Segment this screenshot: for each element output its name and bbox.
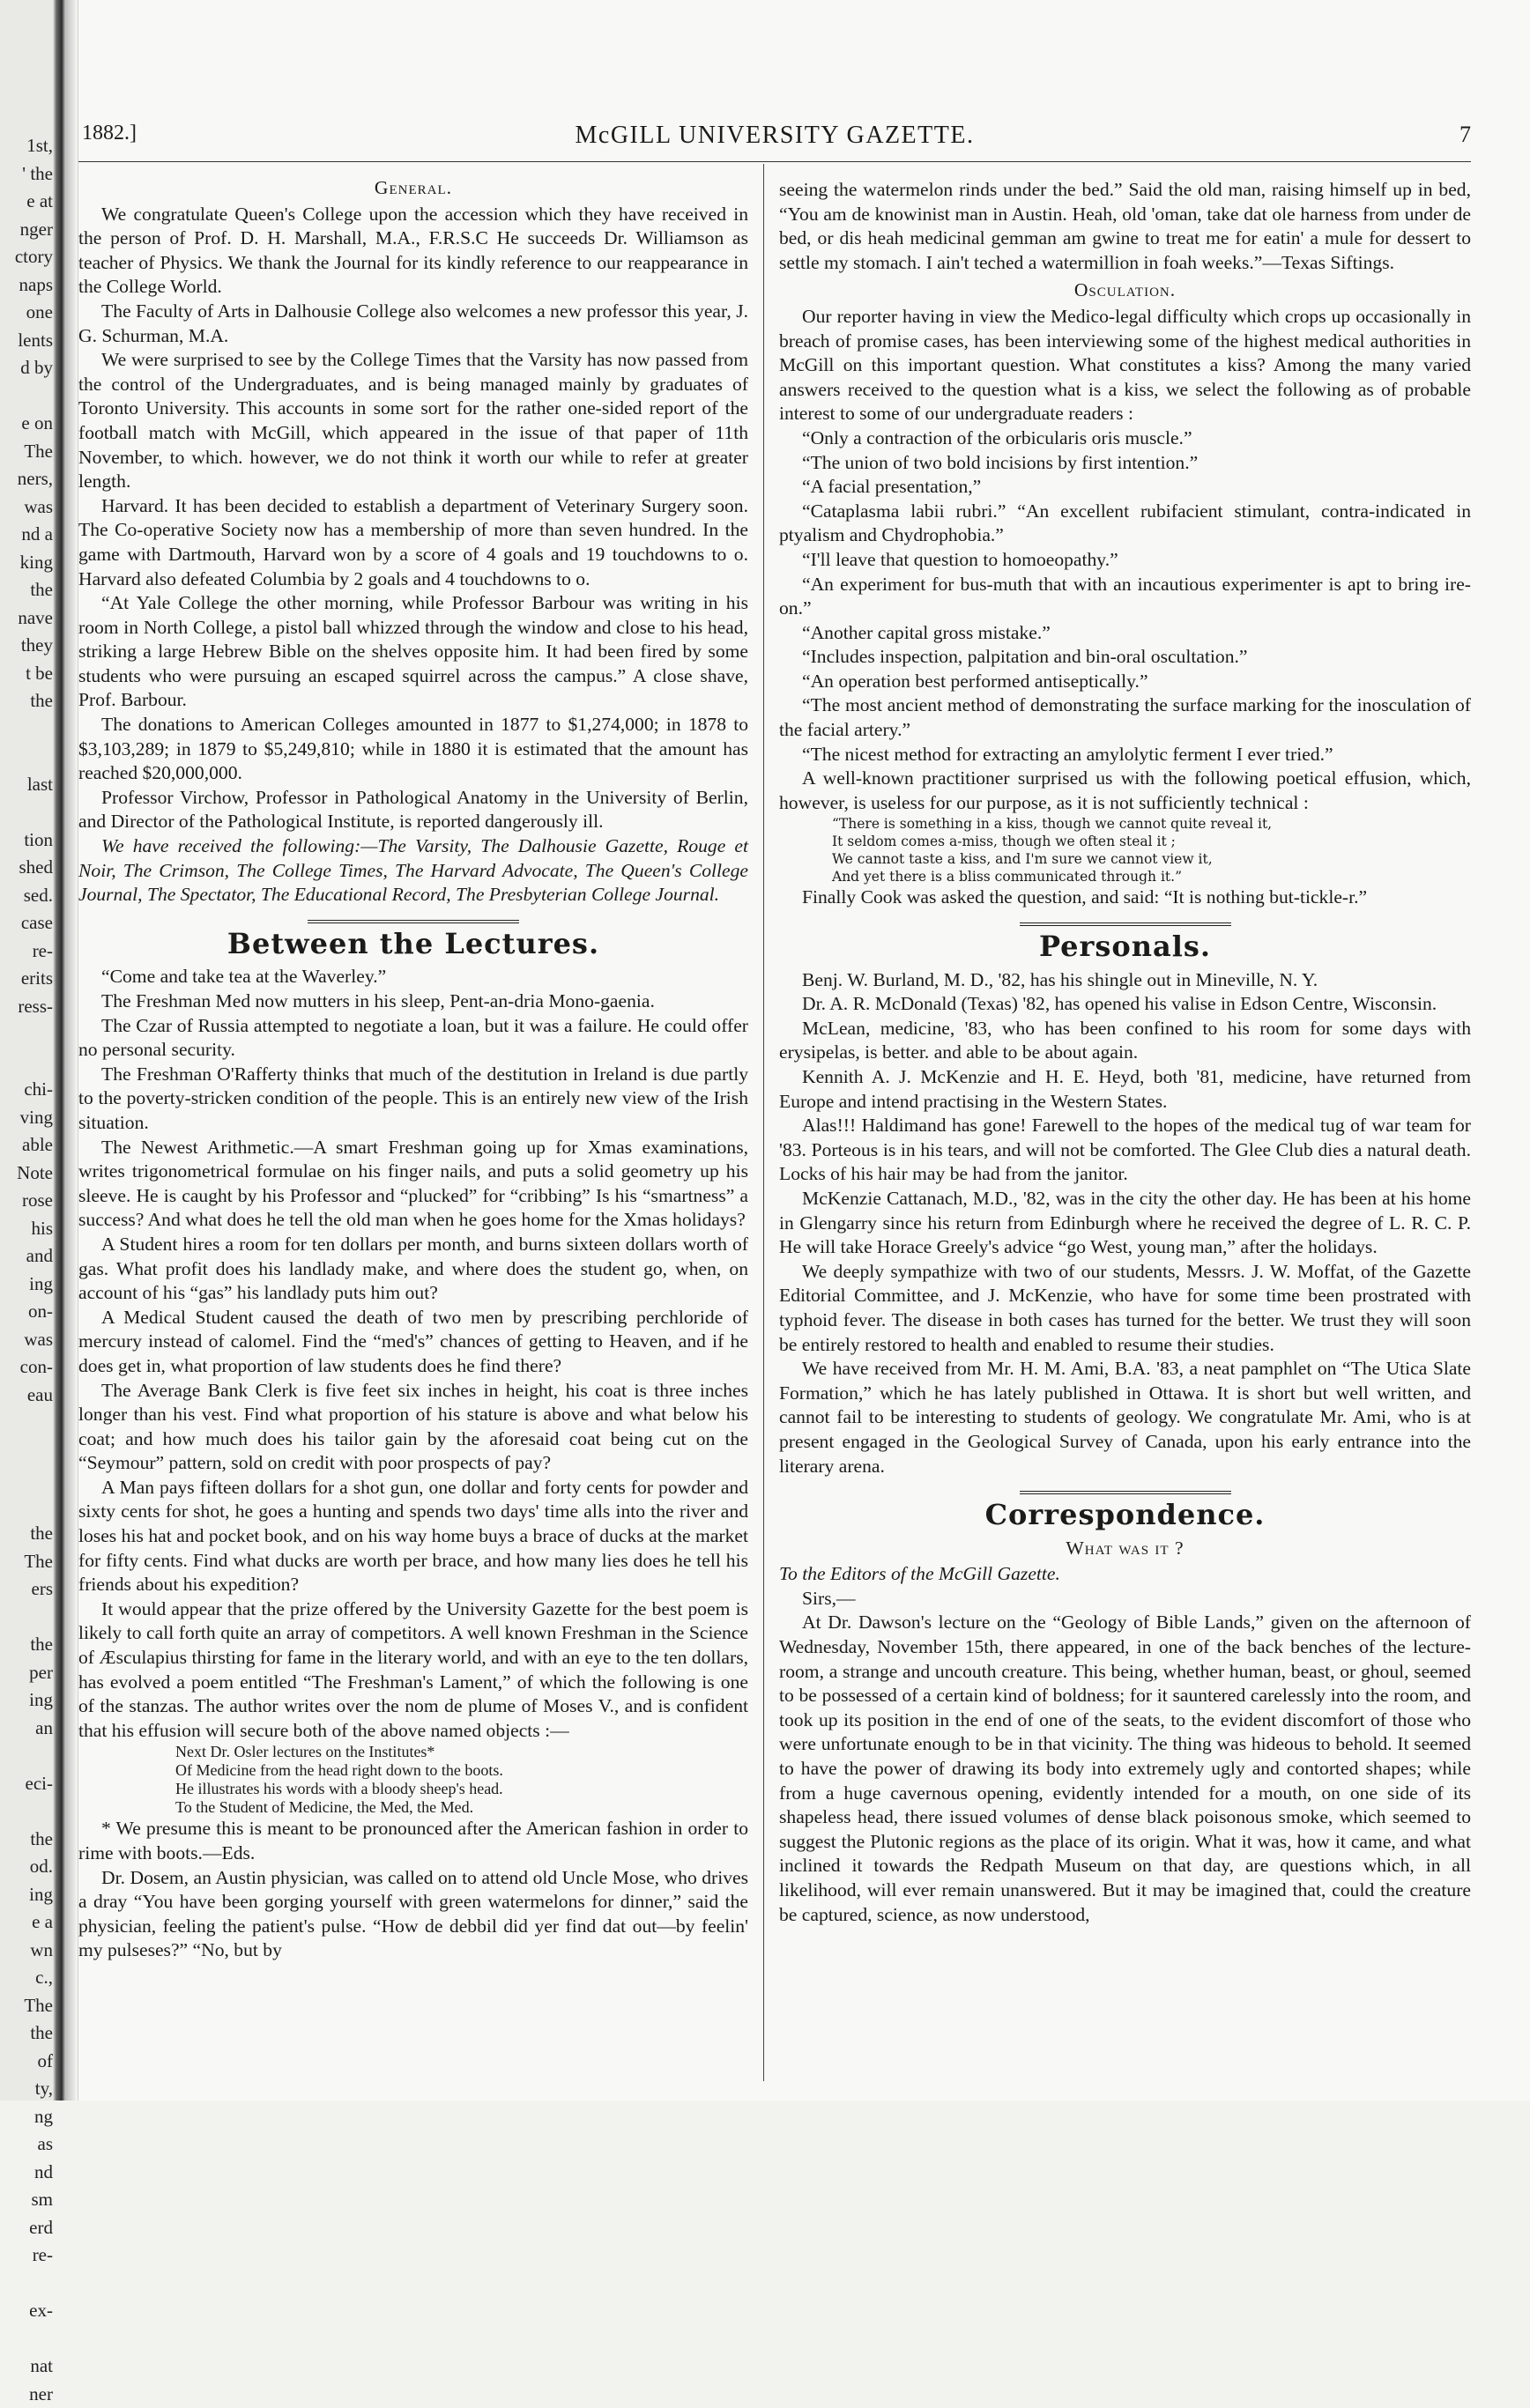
section-separator bbox=[1020, 1491, 1231, 1496]
gutter-line: lents bbox=[0, 327, 53, 355]
gutter-line: re- bbox=[0, 2241, 53, 2270]
gutter-line: re- bbox=[0, 937, 53, 966]
paragraph: “Come and take tea at the Waverley.” bbox=[78, 965, 748, 989]
verse-line: And yet there is a bliss communicated through it.” bbox=[779, 868, 1471, 885]
list-item: “Only a contraction of the orbicularis oris muscle.” bbox=[779, 426, 1471, 451]
gutter-line bbox=[0, 1464, 53, 1493]
previous-page-edge-text bbox=[0, 132, 53, 2408]
gutter-line: king bbox=[0, 549, 53, 577]
paragraph: A Medical Student caused the death of two men by prescribing perchloride of mercury instead of calomel. Find the “med's” chances of getting to Heaven, and if he does get in, what proportion of law students does he find there? bbox=[78, 1306, 748, 1379]
gutter-line: eau bbox=[0, 1382, 53, 1410]
list-item: “The most ancient method of demonstrating the surface marking for the inosculation of the facial artery.” bbox=[779, 693, 1471, 742]
list-item: “An operation best performed antiseptically.” bbox=[779, 670, 1471, 694]
verse-line: Next Dr. Osler lectures on the Institutes* bbox=[78, 1743, 748, 1761]
gutter-line: and bbox=[0, 1242, 53, 1271]
gutter-line bbox=[0, 798, 53, 826]
paragraph: The Newest Arithmetic.—A smart Freshman going up for Xmas examinations, writes trigonometrical formulae on his finger nails, and puts a solid geometry up his sleeve. He is caught by his Professor and “plucked” for “cribbing” Is his “smartness” a success? And what does he tell the old man when he goes home for the Xmas holidays? bbox=[78, 1136, 748, 1233]
gutter-line bbox=[0, 715, 53, 744]
gutter-line bbox=[0, 1048, 53, 1077]
left-column bbox=[78, 173, 748, 1963]
section-heading-correspondence: Correspondence. bbox=[779, 1503, 1471, 1528]
section-heading-general: General. bbox=[78, 176, 748, 201]
personal-item: Benj. W. Burland, M. D., '82, has his shingle out in Mineville, N. Y. bbox=[779, 968, 1471, 993]
gutter-line: nat bbox=[0, 2352, 53, 2381]
gutter-line: ers bbox=[0, 1575, 53, 1604]
header-rule bbox=[78, 161, 1471, 162]
paragraph: Professor Virchow, Professor in Pathological Anatomy in the University of Berlin, and Director of the Pathological Institute, is reported dangerously ill. bbox=[78, 786, 748, 834]
masthead-title: McGILL UNIVERSITY GAZETTE. bbox=[78, 122, 1471, 150]
verse-line: To the Student of Medicine, the Med, the Med. bbox=[78, 1798, 748, 1817]
gutter-line: ress- bbox=[0, 993, 53, 1021]
right-column bbox=[779, 178, 1471, 1927]
gutter-line: The bbox=[0, 1992, 53, 2020]
column-divider bbox=[763, 164, 764, 2081]
paragraph: The Freshman O'Rafferty thinks that much of the destitution in Ireland is due partly to the poverty-stricken condition of the people. This is an entirely new view of the Irish situation. bbox=[78, 1063, 748, 1136]
gutter-line: case bbox=[0, 909, 53, 937]
gutter-line bbox=[0, 2270, 53, 2298]
personal-item: We have received from Mr. H. M. Ami, B.A. '83, a neat pamphlet on “The Utica Slate Formation,” which he has lately published in Ottawa. It is short but well written, and cannot fail to be interesting to students of geology. We congratulate Mr. Ami, who is at present engaged in the Geological Survey of Canada, upon his early entrance into the literary arena. bbox=[779, 1357, 1471, 1478]
gutter-line: The bbox=[0, 1548, 53, 1576]
list-item: “I'll leave that question to homoeopathy.” bbox=[779, 548, 1471, 573]
paragraph: At Dr. Dawson's lecture on the “Geology of Bible Lands,” given on the afternoon of Wednesday, November 15th, there appeared, in one of the back benches of the lecture-room, a strange and uncouth creature. This being, whether human, beast, or ghoul, seemed to be possessed of a certain kind of boldness; for it sauntered carelessly into the room, and took up its position in the end of one of the seats, to the evident discomfort of those who were unfortunate enough to be in that vicinity. The thing was hideous to behold. It seemed to have the power of drawing its body into extremely ugly and contorted shapes; while from a huge cavernous opening, evidently intended for a mouth, on one side of its shapeless head, there issued volumes of dense black poisonous smoke, which seemed to suggest the Plutonic regions as the place of its origin. What it was, how it came, and what inclined it towards the Redpath Museum on that day, are questions which, in all likelihood, will ever remain unanswered. But it may be imagined that, could the creature be captured, science, as now understood, bbox=[779, 1611, 1471, 1927]
gutter-line: ctory bbox=[0, 243, 53, 271]
verse-line: “There is something in a kiss, though we cannot quite reveal it, bbox=[779, 815, 1471, 833]
gutter-line: erd bbox=[0, 2214, 53, 2242]
paragraph: Harvard. It has been decided to establish a department of Veterinary Surgery soon. The Co-operative Society now has a membership of more than seven hundred. In the game with Dartmouth, Harvard won by a score of 4 goals and 19 touchdowns to o. Harvard also defeated Columbia by 2 goals and 4 touchdowns to o. bbox=[78, 494, 748, 591]
section-heading-osculation: Osculation. bbox=[779, 278, 1471, 303]
gutter-line: they bbox=[0, 632, 53, 660]
gutter-line: naps bbox=[0, 271, 53, 300]
gutter-line: was bbox=[0, 493, 53, 522]
paragraph: We have received the following:—The Varsity, The Dalhousie Gazette, Rouge et Noir, The Crimson, The College Times, The Harvard Advocate, The Queen's College Journal, The Spectator, The Educational Record, The Presbyterian College Journal. bbox=[78, 834, 748, 908]
gutter-line: sm bbox=[0, 2186, 53, 2214]
gutter-line: nd bbox=[0, 2159, 53, 2187]
gutter-line: od. bbox=[0, 1853, 53, 1881]
header-date: 1882.] bbox=[82, 122, 137, 145]
paragraph: It would appear that the prize offered by the University Gazette for the best poem is likely to call forth quite an array of competitors. A well known Freshman in the Science of Æsculapius thirsting for fame in the literary world, and with an eye to the ten dollars, has evolved a poem entitled “The Freshman's Lament,” of which the following is one of the stanzas. The author writes over the nom de plume of Moses V., and is confident that his effusion will secure both of the above named objects :— bbox=[78, 1597, 748, 1744]
paragraph: A Man pays fifteen dollars for a shot gun, one dollar and forty cents for powder and sixty cents for shot, he goes a hunting and spends two days' time alls into the river and loses his hat and pocket book, and on his way home buys a brace of ducks at the market for fifty cents. Find what ducks are worth per brace, and how many lies does he tell his friends about his expedition? bbox=[78, 1476, 748, 1597]
gutter-line: e on bbox=[0, 410, 53, 438]
gutter-line: nd a bbox=[0, 521, 53, 549]
gutter-line bbox=[0, 1437, 53, 1465]
gutter-line: was bbox=[0, 1326, 53, 1354]
letter-addressee: To the Editors of the McGill Gazette. bbox=[779, 1562, 1471, 1587]
gutter-line: erits bbox=[0, 965, 53, 993]
list-item: “Cataplasma labii rubri.” “An excellent rubifacient stimulant, contra-indicated in ptyalism and Chydrophobia.” bbox=[779, 500, 1471, 548]
paragraph: A Student hires a room for ten dollars per month, and burns sixteen dollars worth of gas. What profit does his landlady make, and where does the student go, when, on account of his “gas” his landlady puts him out? bbox=[78, 1233, 748, 1306]
gutter-line: ' the bbox=[0, 160, 53, 189]
gutter-line: per bbox=[0, 1659, 53, 1687]
personal-item: Dr. A. R. McDonald (Texas) '82, has opened his valise in Edson Centre, Wisconsin. bbox=[779, 992, 1471, 1017]
gutter-line: the bbox=[0, 1631, 53, 1659]
gutter-line: ing bbox=[0, 1881, 53, 1909]
gutter-line bbox=[0, 1604, 53, 1632]
personal-item: McLean, medicine, '83, who has been confined to his room for some days with erysipelas, is better. and able to be about again. bbox=[779, 1017, 1471, 1065]
verse-line: We cannot taste a kiss, and I'm sure we cannot view it, bbox=[779, 850, 1471, 868]
gutter-line: the bbox=[0, 687, 53, 715]
paragraph: The Average Bank Clerk is five feet six inches in height, his coat is three inches longer than his vest. Find what proportion of his stature is above and what below his coat; and how much does his tailor gain by the aforesaid coat being cut on the “Seymour” pattern, sold on credit with poor prospects of pay? bbox=[78, 1379, 748, 1476]
gutter-line: the bbox=[0, 576, 53, 604]
verse-line: It seldom comes a-miss, though we often steal it ; bbox=[779, 833, 1471, 850]
gutter-line: con- bbox=[0, 1353, 53, 1382]
personal-item: Alas!!! Haldimand has gone! Farewell to the hopes of the medical tug of war team for '83. Porteous is in his tears, and will not be comforted. The Glee Club dies a natural death. Locks of his hair may be had from the janitor. bbox=[779, 1114, 1471, 1187]
list-item: “A facial presentation,” bbox=[779, 475, 1471, 500]
footnote: * We presume this is meant to be pronounced after the American fashion in order to rime with boots.—Eds. bbox=[78, 1817, 748, 1865]
gutter-line bbox=[0, 1797, 53, 1826]
gutter-line: ing bbox=[0, 1686, 53, 1715]
gutter-line bbox=[0, 1742, 53, 1770]
paragraph: The donations to American Colleges amounted in 1877 to $1,274,000; in 1878 to $3,103,289; in 1879 to $5,249,810; while in 1880 it is estimated that the amount has reached $20,000,000. bbox=[78, 713, 748, 786]
letter-salutation: Sirs,— bbox=[779, 1587, 1471, 1612]
gutter-line: e a bbox=[0, 1908, 53, 1937]
gutter-line: his bbox=[0, 1215, 53, 1243]
personal-item: We deeply sympathize with two of our students, Messrs. J. W. Moffat, of the Gazette Editorial Committee, and J. McKenzie, who have for some time been prostrated with typhoid fever. The disease in both cases has turned for the better. We trust they will soon be entirely restored to health and enabled to resume their studies. bbox=[779, 1260, 1471, 1357]
paragraph: The Faculty of Arts in Dalhousie College also welcomes a new professor this year, J. G. Schurman, M.A. bbox=[78, 300, 748, 348]
gutter-line: sed. bbox=[0, 882, 53, 910]
section-separator bbox=[1020, 922, 1231, 928]
personal-item: McKenzie Cattanach, M.D., '82, was in the city the other day. He has been at his home in Glengarry since his return from Edinburgh where he received the degree of L. R. C. P. He will take Horace Greely's advice “go West, young man,” after the holidays. bbox=[779, 1187, 1471, 1260]
list-item: “An experiment for bus-muth that with an incautious experimenter is apt to bring ire-on.” bbox=[779, 573, 1471, 621]
gutter-line: on- bbox=[0, 1298, 53, 1326]
section-separator bbox=[308, 920, 519, 925]
paragraph: Dr. Dosem, an Austin physician, was called on to attend old Uncle Mose, who drives a dray “You have been gorging yourself with green watermelons for dinner,” said the physician, feeling the patient's pulse. “How de debbil did yer find dat out—by feelin' my pulseses?” “No, but by bbox=[78, 1866, 748, 1963]
paragraph: “At Yale College the other morning, while Professor Barbour was writing in his room in North College, a pistol ball whizzed through the window and close to his head, striking a large Hebrew Bible on the shelves opposite him. It had been fired by some students who were pursuing an escaped squirrel across the campus.” A close shave, Prof. Barbour. bbox=[78, 591, 748, 713]
gutter-line: shed bbox=[0, 854, 53, 882]
gutter-line: ng bbox=[0, 2103, 53, 2131]
poem-stanza bbox=[78, 1743, 748, 1817]
paragraph: We congratulate Queen's College upon the accession which they have received in the person of Prof. D. H. Marshall, M.A., F.R.S.C He succeeds Dr. Williamson as teacher of Physics. We thank the Journal for its kindly reference to our reappearance in the College World. bbox=[78, 203, 748, 300]
gutter-line: tion bbox=[0, 826, 53, 855]
personal-item: Kennith A. J. McKenzie and H. E. Heyd, both '81, medicine, have returned from Europe and intend practising in the Western States. bbox=[779, 1065, 1471, 1114]
gutter-line: the bbox=[0, 1826, 53, 1854]
gutter-line bbox=[0, 1020, 53, 1048]
gutter-line: one bbox=[0, 299, 53, 327]
gutter-line: able bbox=[0, 1131, 53, 1160]
gutter-line bbox=[0, 2325, 53, 2353]
list-item: “Includes inspection, palpitation and bin-oral oscultation.” bbox=[779, 645, 1471, 670]
paragraph: seeing the watermelon rinds under the bed.” Said the old man, raising himself up in bed, “You am de knowinist man in Austin. Heah, old 'oman, take dat ole harness from under de bed, or dis heah medicinal gemman am gwine to treat me for eatin' a mule for dessert to settle my stomach. I ain't teched a watermillion in foah weeks.”—Texas Siftings. bbox=[779, 178, 1471, 275]
verse-line: He illustrates his words with a bloody sheep's head. bbox=[78, 1780, 748, 1798]
paragraph: The Freshman Med now mutters in his sleep, Pent-an-dria Mono-gaenia. bbox=[78, 989, 748, 1014]
gutter-line: ing bbox=[0, 1271, 53, 1299]
gutter-line: ners, bbox=[0, 465, 53, 493]
gutter-line: eci- bbox=[0, 1770, 53, 1798]
gutter-line: nave bbox=[0, 604, 53, 633]
paragraph: We were surprised to see by the College Times that the Varsity has now passed from the control of the Undergraduates, and is being managed mainly by graduates of Toronto University. This accounts in some sort for the rather one-sided report of the football match with McGill, which appeared in the issue of that paper of 11th November, to which. however, we do not think it worth our while to refer at greater length. bbox=[78, 348, 748, 494]
gutter-line: rose bbox=[0, 1187, 53, 1215]
section-heading-personals: Personals. bbox=[779, 935, 1471, 959]
gutter-line bbox=[0, 382, 53, 411]
gutter-line: an bbox=[0, 1715, 53, 1743]
gutter-line: e at bbox=[0, 188, 53, 216]
gutter-line: c., bbox=[0, 1964, 53, 1992]
gutter-line: the bbox=[0, 2019, 53, 2048]
gutter-line bbox=[0, 1493, 53, 1521]
gutter-line bbox=[0, 743, 53, 771]
list-item: “The union of two bold incisions by first intention.” bbox=[779, 451, 1471, 476]
gutter-line bbox=[0, 1409, 53, 1437]
gutter-line: The bbox=[0, 438, 53, 466]
gutter-line: chi- bbox=[0, 1076, 53, 1104]
gutter-line: wn bbox=[0, 1937, 53, 1965]
poem-stanza bbox=[779, 815, 1471, 885]
section-heading-lectures: Between the Lectures. bbox=[78, 932, 748, 957]
list-item: “The nicest method for extracting an amylolytic ferment I ever tried.” bbox=[779, 743, 1471, 767]
list-item: “Another capital gross mistake.” bbox=[779, 621, 1471, 646]
gutter-line: nger bbox=[0, 216, 53, 244]
gutter-line: ex- bbox=[0, 2297, 53, 2325]
gutter-line: ving bbox=[0, 1104, 53, 1132]
paragraph: Finally Cook was asked the question, and said: “It is nothing but-tickle-r.” bbox=[779, 885, 1471, 910]
paragraph: Our reporter having in view the Medico-legal difficulty which crops up occasionally in breach of promise cases, has been interviewing some of the highest medical authorities in McGill on this important question. What constitutes a kiss? Among the many varied answers received to the question what is a kiss, we select the following as of probable interest to some of our undergraduate readers : bbox=[779, 305, 1471, 426]
page-header bbox=[78, 122, 1471, 159]
gutter-line: as bbox=[0, 2130, 53, 2159]
gutter-line: d by bbox=[0, 354, 53, 382]
gutter-line: the bbox=[0, 1520, 53, 1548]
gutter-line: of bbox=[0, 2048, 53, 2076]
gutter-line: ner bbox=[0, 2381, 53, 2408]
gutter-line: 1st, bbox=[0, 132, 53, 160]
gutter-line: last bbox=[0, 771, 53, 799]
letter-title: What was it ? bbox=[779, 1537, 1471, 1561]
gutter-line: Note bbox=[0, 1160, 53, 1188]
verse-line: Of Medicine from the head right down to the boots. bbox=[78, 1761, 748, 1780]
newspaper-page bbox=[78, 0, 1530, 2101]
gutter-line: t be bbox=[0, 660, 53, 688]
gutter-line: ty, bbox=[0, 2075, 53, 2103]
paragraph: A well-known practitioner surprised us with the following poetical effusion, which, however, is useless for our purpose, as it is not sufficiently technical : bbox=[779, 767, 1471, 815]
paragraph: The Czar of Russia attempted to negotiate a loan, but it was a failure. He could offer no personal security. bbox=[78, 1014, 748, 1063]
page-number: 7 bbox=[1459, 122, 1471, 148]
